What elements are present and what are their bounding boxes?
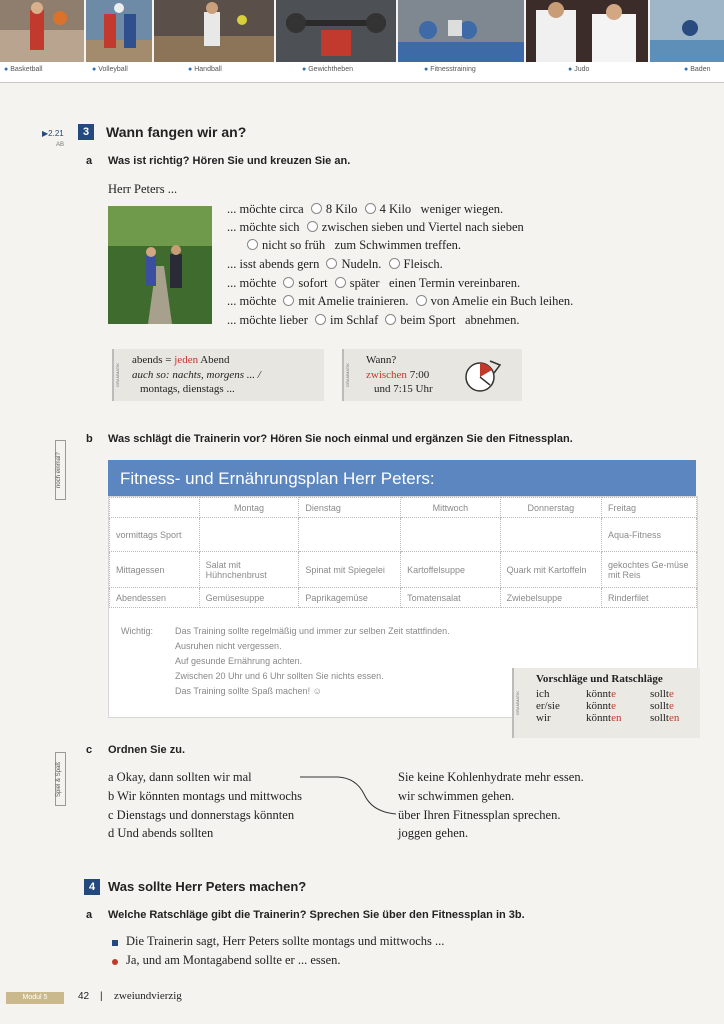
plan-note: Auf gesunde Ernährung achten. — [175, 656, 303, 666]
speech-dot-icon — [112, 959, 118, 965]
grammar-box-ratschlaege — [512, 668, 700, 738]
match-right-2: wir schwimmen gehen. — [398, 789, 515, 803]
exercise-number-4: 4 — [84, 879, 100, 895]
caption-gewichtheben: ● Gewichtheben — [302, 66, 353, 73]
checkbox-spaeter[interactable] — [335, 277, 346, 288]
photo-judo — [526, 0, 648, 62]
plan-row-sport — [110, 518, 697, 552]
exercise-3c-instruction: Ordnen Sie zu. — [108, 744, 186, 756]
statement-2b: nicht so früh zum Schwimmen treffen. — [243, 238, 461, 253]
ratschlag-table — [536, 688, 685, 724]
grammar-tag: GRAMMATIK — [115, 363, 120, 387]
match-left-c: c Dienstags und donnerstags könnten — [108, 808, 295, 822]
plan-day-freitag: Freitag — [602, 498, 697, 518]
plan-cell: Salat mit Hühnchenbrust — [199, 552, 299, 588]
plan-cell: Zwiebelsuppe — [500, 588, 601, 608]
plan-cell[interactable] — [500, 518, 601, 552]
plan-title: Fitness- und Ernährungsplan Herr Peters: — [120, 469, 435, 488]
footer-separator: | — [100, 991, 103, 1002]
speech-line-2: Ja, und am Montagabend sollte er ... essen. — [126, 953, 341, 967]
checkbox-im-schlaf[interactable] — [315, 314, 326, 325]
module-tab: Modul 5 — [6, 992, 64, 1004]
statement-1: ... möchte circa 8 Kilo 4 Kilo weniger wiegen. — [227, 202, 504, 216]
plan-day-montag: Montag — [199, 498, 299, 518]
plan-cell: Gemüsesuppe — [199, 588, 299, 608]
exercise-3a-intro: Herr Peters ... — [108, 182, 178, 196]
checkbox-nicht-so-frueh[interactable] — [247, 239, 258, 250]
plan-note: Das Training sollte regelmäßig und immer zur selben Zeit stattfinden. — [175, 626, 450, 636]
plan-note: Zwischen 20 Uhr und 6 Uhr sollten Sie nichts essen. — [175, 671, 384, 681]
ratschlag-row: wir könnten sollten — [536, 712, 680, 724]
side-tab-spiel-spass: Spiel & Spaß — [55, 752, 66, 806]
caption-judo: ● Judo — [568, 66, 590, 73]
plan-cell: Spinat mit Spiegelei — [299, 552, 401, 588]
speech-line-1: Die Trainerin sagt, Herr Peters sollte montags und mittwochs ... — [126, 934, 445, 948]
match-left-b: b Wir könnten montags und mittwochs — [108, 789, 303, 803]
grammar-tag: GRAMMATIK — [345, 363, 350, 387]
photo-gewichtheben — [276, 0, 396, 62]
plan-notes-label: Wichtig: — [121, 626, 154, 636]
photo-captions — [0, 62, 724, 83]
plan-cell: Kartoffelsuppe — [401, 552, 501, 588]
exercise-3c-letter: c — [86, 744, 93, 756]
plan-cell[interactable] — [199, 518, 299, 552]
plan-cell: Aqua-Fitness — [602, 518, 697, 552]
plan-cell: gekochtes Ge-müse mit Reis — [602, 552, 697, 588]
grammar-box-wann — [342, 349, 522, 401]
clock-icon — [460, 355, 506, 395]
plan-note: Ausruhen nicht vergessen. — [175, 641, 282, 651]
grammar-tag: GRAMMATIK — [515, 691, 520, 715]
statement-2: ... möchte sich zwischen sieben und Viertel nach sieben — [227, 220, 524, 234]
match-left-a: a Okay, dann sollten wir mal — [108, 770, 252, 784]
checkbox-4-kilo[interactable] — [365, 203, 376, 214]
plan-row-label: vormittags Sport — [110, 518, 200, 552]
workbook-ref: AB — [56, 142, 65, 148]
statement-6: ... möchte lieber im Schlaf beim Sport abnehmen. — [227, 313, 520, 327]
page-number: 42 — [78, 991, 90, 1002]
exercise-4a-letter: a — [86, 909, 93, 921]
checkbox-mit-amelie[interactable] — [283, 295, 294, 306]
caption-basketball: ● Basketball — [4, 66, 43, 73]
plan-cell[interactable] — [401, 518, 501, 552]
plan-table — [109, 497, 697, 608]
plan-corner-cell — [110, 498, 200, 518]
caption-handball: ● Handball — [188, 66, 222, 73]
exercise-number-3: 3 — [78, 124, 94, 140]
plan-cell: Rinderfilet — [602, 588, 697, 608]
plan-day-donnerstag: Donnerstag — [500, 498, 601, 518]
checkbox-8-kilo[interactable] — [311, 203, 322, 214]
checkbox-fleisch[interactable] — [389, 258, 400, 269]
side-tab-noch-einmal: noch einmal? — [55, 440, 66, 500]
plan-row-mittagessen — [110, 552, 697, 588]
plan-row-label: Abendessen — [110, 588, 200, 608]
audio-track-ref[interactable]: ▶2.21 — [42, 129, 64, 138]
exercise-3b-instruction: Was schlägt die Trainerin vor? Hören Sie noch einmal und ergänzen Sie den Fitnessplan. — [108, 433, 573, 445]
exercise-3a-instruction: Was ist richtig? Hören Sie und kreuzen Sie an. — [108, 155, 351, 167]
speech-square-icon — [112, 940, 118, 946]
page-word: zweiundvierzig — [114, 990, 182, 1002]
photo-fitnesstraining — [398, 0, 524, 62]
caption-baden: ● Baden — [684, 66, 711, 73]
plan-cell: Tomatensalat — [401, 588, 501, 608]
exercise-3-title: Wann fangen wir an? — [106, 124, 247, 140]
match-right-4: joggen gehen. — [398, 826, 469, 840]
photo-baden — [650, 0, 724, 62]
grammar-abends-line2: auch so: nachts, morgens ... / — [132, 369, 261, 381]
grammar-abends-line1: abends = jeden Abend — [132, 354, 230, 366]
photo-volleyball — [86, 0, 152, 62]
exercise-3b-letter: b — [86, 433, 93, 445]
plan-cell[interactable] — [299, 518, 401, 552]
ratschlag-row: er/sie könnte sollte — [536, 700, 674, 712]
exercise-3a-letter: a — [86, 155, 93, 167]
grammar-wann-line3: und 7:15 Uhr — [374, 383, 433, 395]
ratschlag-row: ich könnte sollte — [536, 688, 674, 700]
plan-note: Das Training sollte Spaß machen! ☺ — [175, 686, 322, 696]
plan-days-row — [110, 498, 697, 518]
caption-volleyball: ● Volleyball — [92, 66, 128, 73]
plan-row-label: Mittagessen — [110, 552, 200, 588]
photo-basketball — [0, 0, 84, 62]
statement-3: ... isst abends gern Nudeln. Fleisch. — [227, 257, 443, 271]
plan-header — [108, 460, 696, 496]
grammar-box-abends — [112, 349, 324, 401]
plan-day-mittwoch: Mittwoch — [401, 498, 501, 518]
checkbox-beim-sport[interactable] — [385, 314, 396, 325]
exercise-4a-instruction: Welche Ratschläge gibt die Trainerin? Sprechen Sie über den Fitnessplan in 3b. — [108, 909, 525, 921]
match-right-3: über Ihren Fitnessplan sprechen. — [398, 808, 561, 822]
match-connector-line — [298, 770, 402, 820]
match-right-1: Sie keine Kohlenhydrate mehr essen. — [398, 770, 584, 784]
plan-row-abendessen — [110, 588, 697, 608]
caption-fitnesstraining: ● Fitnesstraining — [424, 66, 476, 73]
statement-5: ... möchte mit Amelie trainieren. von Amelie ein Buch leihen. — [227, 294, 574, 308]
checkbox-von-amelie[interactable] — [416, 295, 427, 306]
plan-cell: Quark mit Kartoffeln — [500, 552, 601, 588]
checkbox-sofort[interactable] — [283, 277, 294, 288]
grammar-wann-line2: zwischen 7:00 — [366, 369, 430, 381]
ratschlag-title: Vorschläge und Ratschläge — [536, 673, 663, 685]
match-left-d: d Und abends sollten — [108, 826, 214, 840]
grammar-abends-line3: montags, dienstags ... — [140, 383, 235, 395]
photo-handball — [154, 0, 274, 62]
plan-day-dienstag: Dienstag — [299, 498, 401, 518]
statement-4: ... möchte sofort später einen Termin vereinbaren. — [227, 276, 521, 290]
grammar-wann-line1: Wann? — [366, 354, 397, 366]
checkbox-zwischen-sieben[interactable] — [307, 221, 318, 232]
photo-walking-couple — [108, 206, 212, 324]
checkbox-nudeln[interactable] — [326, 258, 337, 269]
plan-cell: Paprikagemüse — [299, 588, 401, 608]
exercise-4-title: Was sollte Herr Peters machen? — [108, 879, 307, 894]
